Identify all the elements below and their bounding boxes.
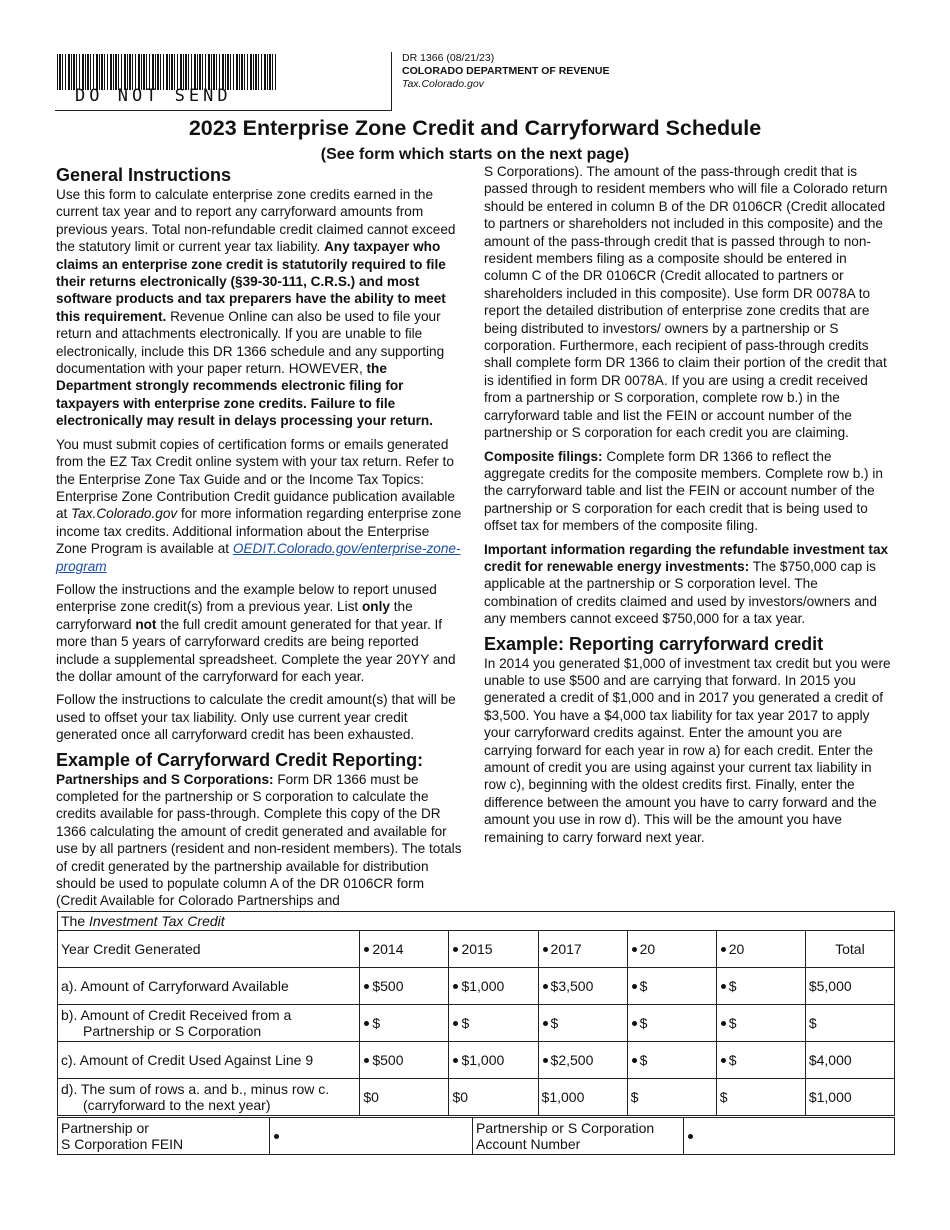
- table-row: [58, 968, 895, 1005]
- composite-paragraph: Composite filings: Complete form DR 1366 to reflect the aggregate credits for the composite members. Complete row b.) in the carryforward table and list the FEIN or account number of the partnership or S corporation for each credit that is being used to offset tax for members of the composite filing.: [484, 448, 883, 534]
- form-header: [402, 52, 609, 91]
- account-number-label: Partnership or S Corporation Account Number: [473, 1118, 684, 1155]
- bullet-icon: [364, 984, 369, 989]
- bullet-icon: [543, 984, 548, 989]
- bullet-icon: [364, 947, 369, 952]
- value-cell[interactable]: $0: [360, 1079, 449, 1116]
- value-cell[interactable]: $1,000: [449, 968, 538, 1005]
- account-number-field[interactable]: [684, 1118, 895, 1155]
- value-cell[interactable]: $: [538, 1005, 627, 1042]
- total-cell[interactable]: $: [805, 1005, 894, 1042]
- table-caption-row: [58, 912, 895, 931]
- bullet-icon: [364, 1058, 369, 1063]
- instructions-paragraph-1: Use this form to calculate enterprise zone credits earned in the current tax year and to report any carryforward amounts from previous years. Total non-refundable credit claimed cannot exceed the statutory limit or current year tax liability. Any taxpayer who claims an enterprise zone credit is statutorily required to file their returns electronically (§39-30-111, C.R.S.) and most software products and tax preparers have the ability to meet this requirement. Revenue Online can also be used to file your return and attachments electronically. If you are unable to file electronically, include this DR 1366 schedule and any supporting documentation with your paper return. HOWEVER, the Department strongly recommends electronic filing for taxpayers with enterprise zone credits. Failure to file electronically may result in delays processing your return.: [56, 187, 456, 429]
- barcode-box: [55, 52, 392, 111]
- row-label: d). The sum of rows a. and b., minus row c. (carryforward to the next year): [58, 1079, 360, 1116]
- total-cell[interactable]: $5,000: [805, 968, 894, 1005]
- year-cell[interactable]: 20: [627, 931, 716, 968]
- value-cell[interactable]: $500: [360, 968, 449, 1005]
- general-instructions-heading: General Instructions: [56, 165, 232, 185]
- value-cell[interactable]: $1,000: [449, 1042, 538, 1079]
- value-cell[interactable]: $: [360, 1005, 449, 1042]
- total-cell[interactable]: $1,000: [805, 1079, 894, 1116]
- value-cell[interactable]: $: [716, 1079, 805, 1116]
- table-header-row: [58, 931, 895, 968]
- oedit-link[interactable]: OEDIT.Colorado.gov/enterprise-zone-program: [56, 541, 461, 574]
- fein-label: Partnership or S Corporation FEIN: [58, 1118, 270, 1155]
- table-row: [58, 1079, 895, 1116]
- value-cell[interactable]: $: [627, 1042, 716, 1079]
- instructions-paragraph-4: Follow the instructions to calculate the credit amount(s) that will be used to offset your tax liability. Only use current year credit generated once all carryforward credit has been exhausted.: [56, 692, 456, 743]
- department-website: Tax.Colorado.gov: [402, 78, 484, 90]
- total-header: Total: [805, 931, 894, 968]
- bullet-icon: [453, 1021, 458, 1026]
- passthrough-paragraph: S Corporations). The amount of the pass-through credit that is passed through to resident members who will file a Colorado return should be entered in column B of the DR 0106CR (Credit allocated to partners or shareholders not included in this composite) and the amount of the pass-through credit that is passed through to non-resident members filing as a composite should be entered in column C of the DR 0106CR (Credit allocated to partners or shareholders included in this composite). Use form DR 0078A to report the detailed distribution of enterprise zone credits that are being distributed to investors/ owners by a partnership or S corporation. Furthermore, each recipient of pass-through credits shall complete form DR 1366 to claim their portion of the credit that is identified in form DR 0078A. If you are using a credit received from a partnership or S corporation, complete row b.) in the carryforward table and list the FEIN or account number of the partnership or S corporation for each credit you are claiming.: [484, 164, 888, 441]
- value-cell[interactable]: $500: [360, 1042, 449, 1079]
- value-cell[interactable]: $: [716, 1042, 805, 1079]
- page-subtitle: (See form which starts on the next page): [320, 146, 630, 163]
- form-number: DR 1366 (08/21/23): [402, 52, 495, 64]
- year-credit-generated-label: Year Credit Generated: [58, 931, 360, 968]
- value-cell[interactable]: $: [627, 1005, 716, 1042]
- value-cell[interactable]: $: [627, 968, 716, 1005]
- bullet-icon: [721, 984, 726, 989]
- bullet-icon: [453, 1058, 458, 1063]
- bullet-icon: [632, 1021, 637, 1026]
- bullet-icon: [274, 1134, 279, 1139]
- instructions-paragraph-3: Follow the instructions and the example below to report unused enterprise zone credit(s) from a previous year. List only the carryforward not the full credit amount generated for that year. If more than 5 years of carryforward credits are being reported include a supplemental spreadsheet. Complete the year 20YY and the dollar amount of the carryforward for each year.: [56, 581, 456, 684]
- bullet-icon: [721, 1058, 726, 1063]
- partnerships-paragraph: Partnerships and S Corporations: Form DR 1366 must be completed for the partnership or S corporation to calculate the credits available for pass-through. Complete this copy of the DR 1366 calculating the amount of credit generated and available for use by all partners (resident and non-resident members). The totals of credit generated by the partnership available for distribution should be used to populate column A of the DR 0106CR form (Credit Available for Colorado Partnerships and: [56, 771, 462, 909]
- bullet-icon: [364, 1021, 369, 1026]
- department-name: COLORADO DEPARTMENT OF REVENUE: [402, 65, 610, 77]
- fein-field[interactable]: [270, 1118, 473, 1155]
- left-column: [56, 163, 464, 916]
- fein-table: [57, 1117, 895, 1155]
- row-label: a). Amount of Carryforward Available: [58, 968, 360, 1005]
- value-cell[interactable]: $: [449, 1005, 538, 1042]
- carryforward-table: [57, 911, 895, 1116]
- example-paragraph: In 2014 you generated $1,000 of investment tax credit but you were unable to use $500 and are carrying that forward. In 2015 you generated a credit of $1,000 and in 2017 you generated a credit of $3,500. You have a $4,000 tax liability for tax year 2017 to apply your carryforward credits against. Enter the amount you are carrying forward for each year in row a) for each credit. Enter the amount of credit you are using against your current tax liability in row c), beginning with the oldest credits first. Finally, enter the difference between the amount you have to carry forward and the amount you use in row d). This will be the amount you have remaining to carry forward next year.: [484, 655, 891, 845]
- row-label: b). Amount of Credit Received from a Partnership or S Corporation: [58, 1005, 360, 1042]
- value-cell[interactable]: $: [716, 1005, 805, 1042]
- example-carryforward-heading: Example: Reporting carryforward credit: [484, 633, 824, 654]
- year-cell[interactable]: 2015: [449, 931, 538, 968]
- year-cell[interactable]: 20: [716, 931, 805, 968]
- barcode-image: [57, 54, 277, 90]
- table-row: [58, 1005, 895, 1042]
- bullet-icon: [543, 1021, 548, 1026]
- bullet-icon: [543, 1058, 548, 1063]
- example-heading: Example of Carryforward Credit Reporting:: [56, 749, 424, 770]
- year-cell[interactable]: 2014: [360, 931, 449, 968]
- value-cell[interactable]: $3,500: [538, 968, 627, 1005]
- total-cell[interactable]: $4,000: [805, 1042, 894, 1079]
- page-title: 2023 Enterprise Zone Credit and Carryforward Schedule: [188, 116, 762, 140]
- row-label: c). Amount of Credit Used Against Line 9: [58, 1042, 360, 1079]
- bullet-icon: [543, 947, 548, 952]
- do-not-send-label: DO NOT SEND: [75, 86, 232, 106]
- value-cell[interactable]: $: [627, 1079, 716, 1116]
- renewable-paragraph: Important information regarding the refundable investment tax credit for renewable energy investments: The $750,000 cap is applicable at the partnership or S corporation level. The combination of credits claimed and used by investors/owners and any members cannot exceed $750,000 for a tax year.: [484, 541, 889, 627]
- bullet-icon: [453, 984, 458, 989]
- value-cell[interactable]: $: [716, 968, 805, 1005]
- bullet-icon: [688, 1134, 693, 1139]
- bullet-icon: [632, 984, 637, 989]
- value-cell[interactable]: $1,000: [538, 1079, 627, 1116]
- right-column: [484, 163, 894, 852]
- value-cell[interactable]: $0: [449, 1079, 538, 1116]
- year-cell[interactable]: 2017: [538, 931, 627, 968]
- bullet-icon: [721, 1021, 726, 1026]
- value-cell[interactable]: $2,500: [538, 1042, 627, 1079]
- fein-row: [58, 1118, 895, 1155]
- bullet-icon: [721, 947, 726, 952]
- table-caption: The Investment Tax Credit: [58, 912, 895, 931]
- bullet-icon: [453, 947, 458, 952]
- bullet-icon: [632, 1058, 637, 1063]
- bullet-icon: [632, 947, 637, 952]
- instructions-paragraph-2: You must submit copies of certification forms or emails generated from the EZ Tax Credit online system with your tax return. Refer to the Enterprise Zone Tax Guide and or the Income Tax Topics: Enterprise Zone Contribution Credit guidance publication available at Tax.Colorado.gov for more information regarding enterprise zone income tax credits. Additional information about the Enterprise Zone Program is available at OEDIT.Colorado.gov/enterprise-zone-program: [56, 436, 462, 574]
- table-row: [58, 1042, 895, 1079]
